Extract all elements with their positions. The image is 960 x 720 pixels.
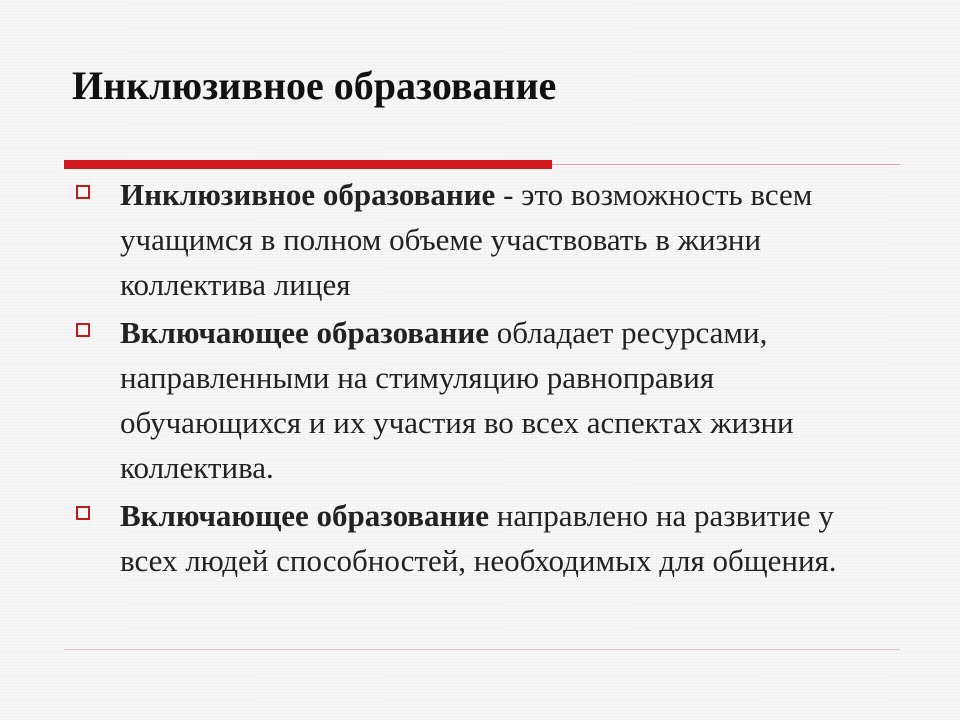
slide-title: Инклюзивное образование: [72, 63, 557, 108]
bullet-item: [72, 172, 892, 307]
bullet-term: Включающее образование: [120, 498, 490, 533]
bullet-item: [72, 310, 892, 490]
hollow-square-bullet-icon: [76, 185, 90, 199]
bullet-item: [72, 493, 892, 583]
title-underline-accent: [64, 160, 552, 169]
bullet-text: обладает ресурсами, направленными на стимуляцию равноправия обучающихся и их участия во всех аспектах жизни коллектива.: [120, 315, 794, 485]
hollow-square-bullet-icon: [76, 506, 90, 520]
bullet-term: Инклюзивное образование: [120, 177, 496, 212]
bullet-text: - это возможность всем учащимся в полном объеме участвовать в жизни коллектива лицея: [120, 177, 813, 302]
bottom-divider: [64, 649, 900, 650]
hollow-square-bullet-icon: [76, 323, 90, 337]
bullet-list: [72, 172, 892, 586]
bullet-text: направлено на развитие у всех людей способностей, необходимых для общения.: [120, 498, 837, 578]
bullet-term: Включающее образование: [120, 315, 490, 350]
